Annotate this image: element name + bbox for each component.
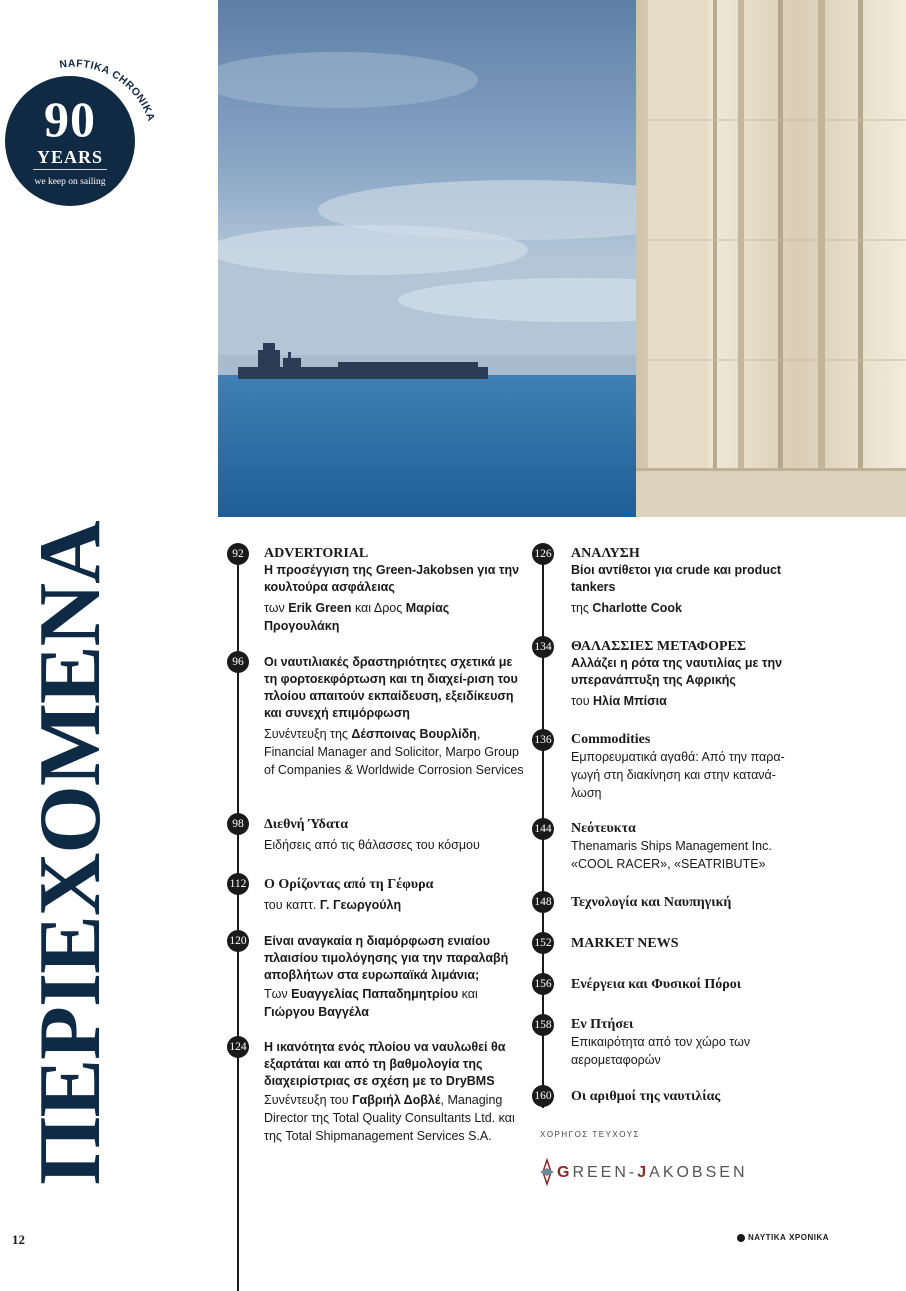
entry-text: Επικαιρότητα από τον χώρο των αερομεταφορών xyxy=(571,1035,751,1067)
toc-entry[interactable] xyxy=(264,1039,524,1145)
anniversary-badge xyxy=(0,40,170,220)
page-title: ΠΕΡΙΕΧΟΜΕΝΑ xyxy=(22,521,119,1185)
badge-years: YEARS xyxy=(36,147,103,167)
entry-byline: του Ηλία Μπίσια xyxy=(571,694,667,708)
toc-entry[interactable] xyxy=(571,894,796,911)
entry-headline: Οι ναυτιλιακές δραστηριότητες σχετικά με τη φορτοεκφόρτωση και τη διαχεί-ριση του πλοίου απαιτούν εκπαίδευση, εξειδίκευση και συνεχή επιμόρφωση xyxy=(264,655,518,720)
entry-headline: Είναι αναγκαία η διαμόρφωση ενιαίου πλαισίου τιμολόγησης για την παραλαβή αποβλήτων στα ευρωπαϊκά λιμάνια; xyxy=(264,934,509,982)
section-title: Νεότευκτα xyxy=(571,821,636,836)
page-dot: 148 xyxy=(532,891,554,913)
entry-byline: Συνέντευξη της Δέσποινας Βουρλίδη, Financial Manager and Solicitor, Marpo Group of Companies & Worldwide Corrosion Services xyxy=(264,727,524,777)
page-dot: 156 xyxy=(532,973,554,995)
toc-entry[interactable] xyxy=(571,1088,796,1105)
entry-text: Εμπορευματικά αγαθά: Από την παρα-γωγή στη διακίνηση και στην κατανά-λωση xyxy=(571,750,785,800)
svg-text:NAFTIKA CHRONIKA: NAFTIKA CHRONIKA xyxy=(58,57,158,123)
section-title: Οι αριθμοί της ναυτιλίας xyxy=(571,1089,721,1104)
entry-byline: του καπτ. Γ. Γεωργούλη xyxy=(264,898,402,912)
entry-headline: Η ικανότητα ενός πλοίου να ναυλωθεί θα εξαρτάται και από τη βαθμολογία της διαχειρίστριας σε σχέση με το DryBMS xyxy=(264,1040,506,1088)
section-title: Ενέργεια και Φυσικοί Πόροι xyxy=(571,977,742,992)
page-dot: 136 xyxy=(532,729,554,751)
entry-byline: των Erik Green και Δρος Μαρίας Προγουλάκη xyxy=(264,601,450,633)
section-title: Ο Ορίζοντας από τη Γέφυρα xyxy=(264,877,434,892)
badge-circle xyxy=(5,76,135,206)
toc-entry[interactable] xyxy=(571,820,796,873)
toc-entry[interactable] xyxy=(264,876,524,914)
page-dot: 160 xyxy=(532,1085,554,1107)
section-title: ADVERTORIAL xyxy=(264,546,369,561)
section-title: Τεχνολογία και Ναυπηγική xyxy=(571,895,732,910)
section-title: Εν Πτήσει xyxy=(571,1017,634,1032)
section-title: Commodities xyxy=(571,732,651,747)
entry-headline: Αλλάζει η ρότα της ναυτιλίας με την υπερανάπτυξη της Αφρικής xyxy=(571,656,783,687)
page-number: 12 xyxy=(12,1232,25,1247)
entry-text: Ειδήσεις από τις θάλασσες του κόσμου xyxy=(264,838,480,852)
toc-entry[interactable] xyxy=(571,638,796,710)
temple-columns xyxy=(636,0,906,517)
entry-byline: Συνέντευξη του Γαβριήλ Δοβλέ, Managing Director της Total Quality Consultants Ltd. και της Total Shipmanagement Services S.A. xyxy=(264,1093,515,1143)
entry-byline: της Charlotte Cook xyxy=(571,601,682,615)
entry-text: Thenamaris Ships Management Inc. «COOL RACER», «SEATRIBUTE» xyxy=(571,839,772,871)
badge-slogan: we keep on sailing xyxy=(34,177,106,187)
sponsor-logo[interactable]: GREEN-JAKOBSEN xyxy=(557,1164,748,1181)
section-title: Διεθνή Ύδατα xyxy=(264,817,349,832)
page-dot: 158 xyxy=(532,1014,554,1036)
cover-photo xyxy=(218,0,906,517)
page-dot: 126 xyxy=(532,543,554,565)
section-title: ΑΝΑΛΥΣΗ xyxy=(571,546,640,561)
toc-entry[interactable] xyxy=(264,654,524,779)
section-title: ΘΑΛΑΣΣΙΕΣ ΜΕΤΑΦΟΡΕΣ xyxy=(571,639,747,654)
toc-entry[interactable] xyxy=(264,545,524,635)
toc-entry[interactable] xyxy=(264,933,524,1021)
toc-entry[interactable] xyxy=(571,1016,796,1069)
entry-byline: Των Ευαγγελίας Παπαδημητρίου και Γιώργου Βαγγέλα xyxy=(264,987,478,1019)
toc-entry[interactable] xyxy=(571,976,796,993)
footer-brand: ΝΑΥΤΙΚΑ ΧΡΟΝΙΚΑ xyxy=(737,1233,829,1242)
brand-logo-icon xyxy=(737,1234,745,1242)
entry-headline: Η προσέγγιση της Green-Jakobsen για την κουλτούρα ασφάλειας xyxy=(264,563,520,594)
toc-entry[interactable] xyxy=(571,731,796,802)
section-title: MARKET NEWS xyxy=(571,936,679,951)
sponsor-compass-icon xyxy=(538,1158,556,1186)
page-dot: 134 xyxy=(532,636,554,658)
badge-number: 90 xyxy=(44,91,96,147)
page-dot: 152 xyxy=(532,932,554,954)
page-dot: 120 xyxy=(227,930,249,952)
page-dot: 124 xyxy=(227,1036,249,1058)
sponsor-label: ΧΟΡΗΓΟΣ ΤΕΥΧΟΥΣ xyxy=(540,1130,640,1139)
page-dot: 98 xyxy=(227,813,249,835)
toc-entry[interactable] xyxy=(264,816,524,854)
page-dot: 96 xyxy=(227,651,249,673)
page-dot: 92 xyxy=(227,543,249,565)
page-dot: 112 xyxy=(227,873,249,895)
toc-entry[interactable] xyxy=(571,545,796,617)
toc-entry[interactable] xyxy=(571,935,796,952)
page-dot: 144 xyxy=(532,818,554,840)
entry-headline: Βίοι αντίθετοι για crude και product tankers xyxy=(571,563,782,594)
